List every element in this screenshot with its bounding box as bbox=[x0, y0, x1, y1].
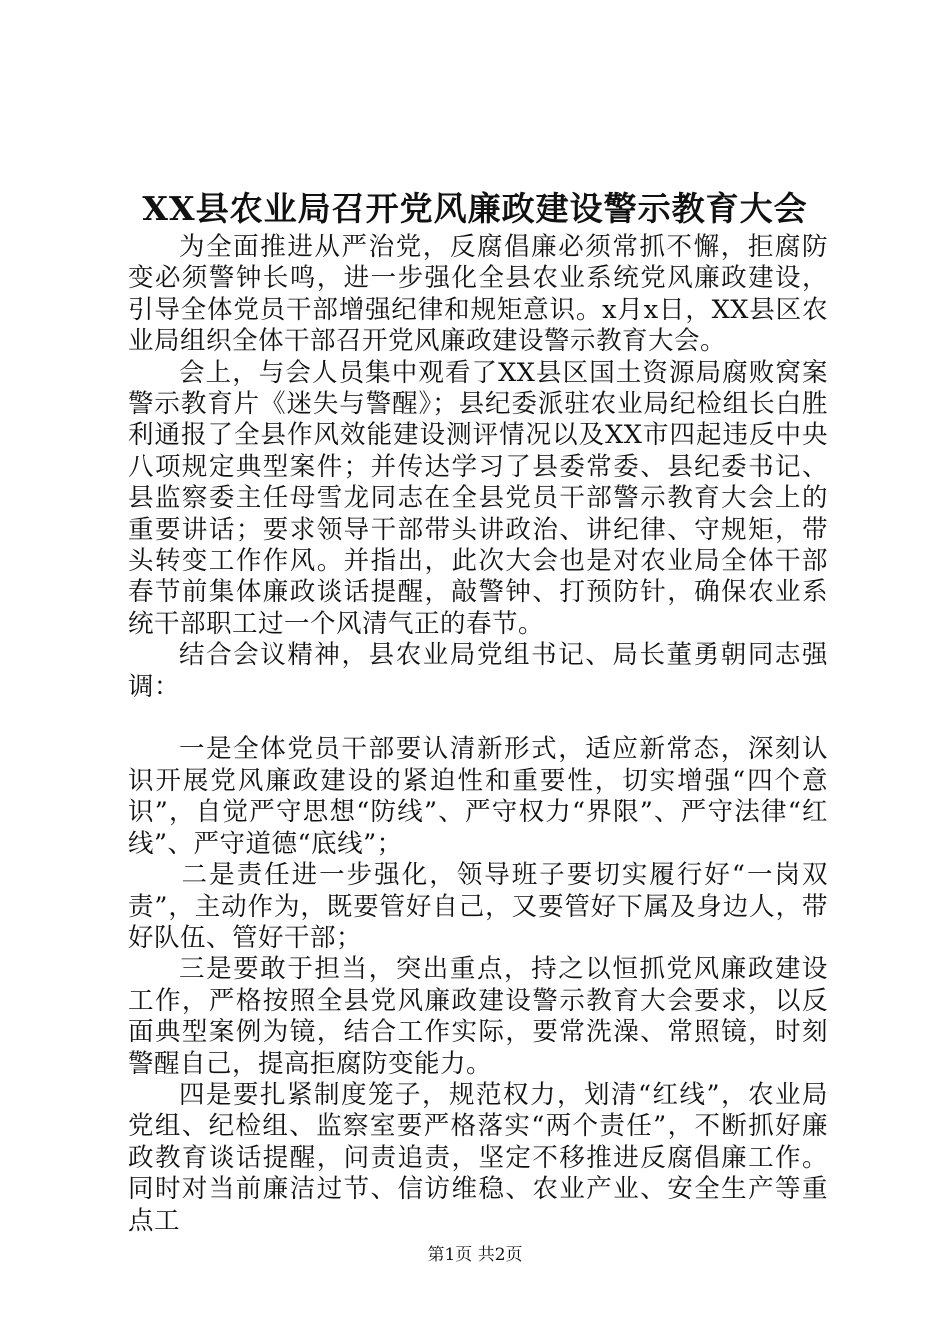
paragraph-intro: 为全面推进从严治党，反腐倡廉必须常抓不懈，拒腐防变必须警钟长鸣，进一步强化全县农业系统党风廉政建设，引导全体党员干部增强纪律和规矩意识。x月x日，XX县区农业局组织全体干部召开党风廉政建设警示教育大会。 bbox=[128, 232, 828, 357]
paragraph-point-two: 二是责任进一步强化，领导班子要切实履行好“一岗双责”，主动作为，既要管好自己，又要管好下属及身边人，带好队伍、管好干部； bbox=[128, 860, 828, 953]
page-number-label: 第1页 共2页 bbox=[427, 1245, 523, 1265]
paragraph-point-one: 一是全体党员干部要认清新形式，适应新常态，深刻认识开展党风廉政建设的紧迫性和重要性，切实增强“四个意识”，自觉严守思想“防线”、严守权力“界限”、严守法律“红线”、严守道德“底线”； bbox=[128, 734, 828, 859]
document-title: XX县农业局召开党风廉政建设警示教育大会 bbox=[142, 189, 808, 228]
paragraph-point-four: 四是要扎紧制度笼子，规范权力，划清“红线”，农业局党组、纪检组、监察室要严格落实“两个责任”，不断抓好廉政教育谈话提醒，问责追责，坚定不移推进反腐倡廉工作。同时对当前廉洁过节、信访维稳、农业产业、安全生产等重点工 bbox=[128, 1079, 828, 1236]
document-body bbox=[128, 232, 828, 1237]
paragraph-point-three: 三是要敢于担当，突出重点，持之以恒抓党风廉政建设工作，严格按照全县党风廉政建设警示教育大会要求，以反面典型案例为镜，结合工作实际，要常洗澡、常照镜，时刻警醒自己，提高拒腐防变能力。 bbox=[128, 954, 828, 1079]
paragraph-emphasis-lead: 结合会议精神，县农业局党组书记、局长董勇朝同志强调： bbox=[128, 640, 828, 702]
paragraph-meeting-content: 会上，与会人员集中观看了XX县区国土资源局腐败窝案警示教育片《迷失与警醒》；县纪委派驻农业局纪检组长白胜利通报了全县作风效能建设测评情况以及XX市四起违反中央八项规定典型案件；并传达学习了县委常委、县纪委书记、县监察委主任母雪龙同志在全县党员干部警示教育大会上的重要讲话；要求领导干部带头讲政治、讲纪律、守规矩，带头转变工作作风。并指出，此次大会也是对农业局全体干部春节前集体廉政谈话提醒，敲警钟、打预防针，确保农业系统干部职工过一个风清气正的春节。 bbox=[128, 357, 828, 639]
page-footer bbox=[0, 1244, 950, 1266]
